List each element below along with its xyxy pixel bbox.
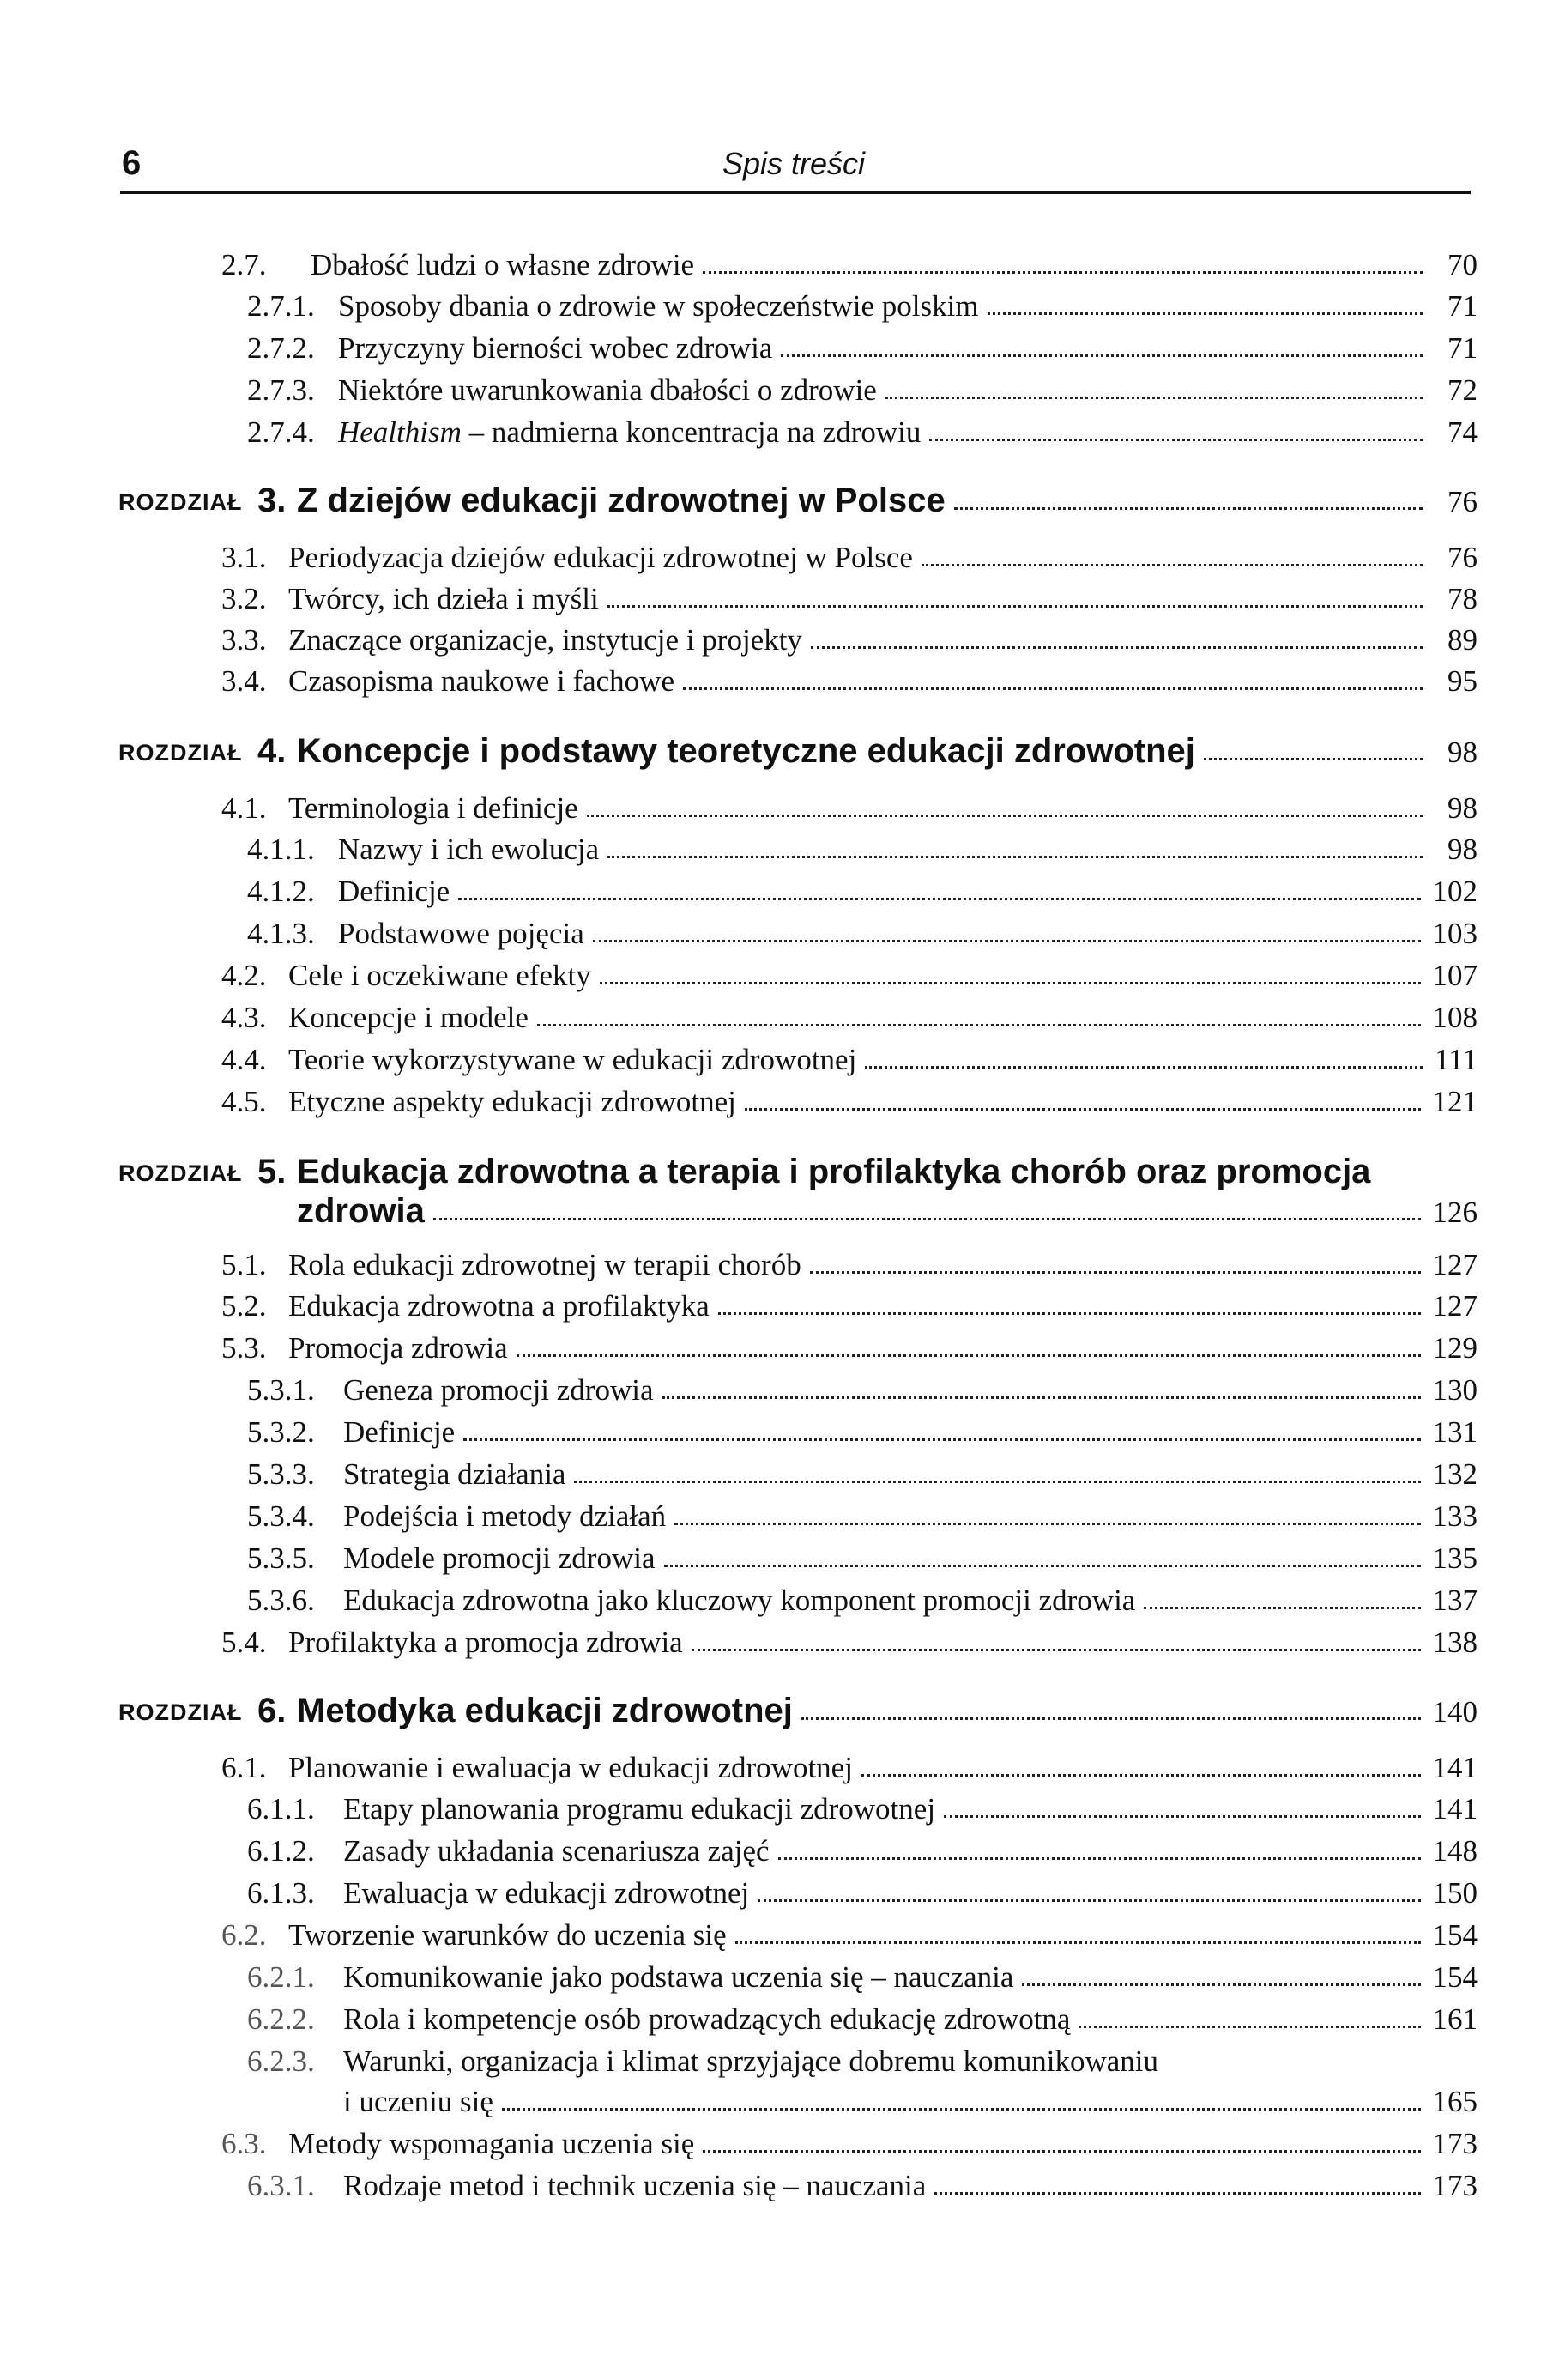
entry-number: 5.3.1. [247, 1373, 315, 1407]
running-title: Spis treści [722, 146, 866, 181]
entry-number: 4.5. [221, 1085, 267, 1118]
entry-title-line1: Warunki, organizacja i klimat sprzyjające dobremu komunikowaniu [343, 2044, 1158, 2078]
toc-entry [0, 580, 1541, 618]
entry-title: Strategia działania [343, 1457, 566, 1491]
chapter-page: 98 [1447, 736, 1478, 769]
entry-page: 173 [1432, 2169, 1478, 2202]
entry-title: Periodyzacja dziejów edukacji zdrowotnej w Polsce [288, 541, 913, 574]
dot-leader [781, 354, 1423, 357]
dot-leader [662, 1396, 1421, 1399]
entry-title: Przyczyny bierności wobec zdrowia [338, 331, 773, 365]
toc-entry [0, 1582, 1541, 1620]
entry-title: Geneza promocji zdrowia [343, 1373, 654, 1407]
toc-entry [0, 1874, 1541, 1912]
dot-leader [954, 507, 1423, 510]
entry-title: Profilaktyka a promocja zdrowia [288, 1626, 683, 1659]
entry-page: 130 [1432, 1373, 1478, 1407]
chapter-number: 5. [257, 1153, 287, 1190]
entry-number: 4.3. [221, 1001, 267, 1034]
entry-title: Czasopisma naukowe i fachowe [288, 664, 674, 698]
toc-entry [0, 831, 1541, 869]
chapter-label: ROZDZIAŁ [118, 1160, 243, 1186]
chapter-heading [0, 728, 1541, 774]
dot-leader [692, 1649, 1421, 1651]
dot-leader [745, 1108, 1421, 1111]
toc-entry [0, 1959, 1541, 1996]
entry-title: Komunikowanie jako podstawa uczenia się – nauczania [343, 1960, 1014, 1994]
toc-entry [0, 1749, 1541, 1787]
dot-leader [1022, 1983, 1420, 1986]
dot-leader [929, 439, 1423, 441]
entry-number: 5.3.2. [247, 1415, 315, 1449]
entry-number: 6.2. [221, 1918, 267, 1952]
toc-entry [0, 1246, 1541, 1284]
toc-entry [0, 1540, 1541, 1578]
chapter-heading-continued [0, 1188, 1541, 1234]
entry-page: 102 [1432, 875, 1478, 908]
entry-number: 5.3. [221, 1331, 267, 1365]
dot-leader [861, 1774, 1421, 1777]
dot-leader [944, 1815, 1420, 1818]
entry-page: 133 [1432, 1499, 1478, 1533]
entry-title: Rola edukacji zdrowotnej w terapii chorób [288, 1248, 801, 1281]
toc-entry [0, 1832, 1541, 1870]
dot-leader [458, 898, 1420, 900]
chapter-title: Metodyka edukacji zdrowotnej [297, 1692, 793, 1729]
dot-leader [607, 856, 1423, 858]
dot-leader [811, 646, 1423, 649]
dot-leader [674, 1523, 1420, 1525]
entry-number: 6.1.3. [247, 1876, 315, 1910]
toc-entry [0, 915, 1541, 953]
entry-page: 129 [1432, 1331, 1478, 1365]
entry-page: 74 [1447, 415, 1478, 449]
entry-page: 135 [1432, 1541, 1478, 1575]
entry-number: 4.1.1. [247, 833, 315, 866]
entry-number: 6.2.1. [247, 1960, 315, 1994]
entry-title: Metody wspomagania uczenia się [288, 2127, 695, 2160]
entry-page: 148 [1432, 1834, 1478, 1868]
entry-page: 127 [1432, 1289, 1478, 1323]
entry-page: 150 [1432, 1876, 1478, 1910]
chapter-label: ROZDZIAŁ [118, 740, 243, 766]
dot-leader [463, 1438, 1420, 1441]
entry-page: 165 [1432, 2085, 1478, 2118]
entry-page: 138 [1432, 1626, 1478, 1659]
dot-leader [574, 1481, 1420, 1483]
dot-leader [502, 2108, 1421, 2111]
dot-leader [1204, 758, 1423, 760]
toc-entry [0, 873, 1541, 911]
dot-leader [865, 1066, 1423, 1069]
dot-leader [801, 1717, 1421, 1720]
entry-title: Niektóre uwarunkowania dbałości o zdrowie [338, 373, 877, 407]
entry-page: 141 [1432, 1792, 1478, 1826]
entry-number: 4.4. [221, 1043, 267, 1076]
entry-number: 6.2.3. [247, 2044, 315, 2078]
entry-title: Definicje [343, 1415, 456, 1449]
entry-title: Promocja zdrowia [288, 1331, 508, 1365]
entry-page: 103 [1432, 917, 1478, 950]
dot-leader [810, 1271, 1421, 1274]
toc-entry [0, 1414, 1541, 1451]
entry-number: 5.3.4. [247, 1499, 315, 1533]
entry-number: 3.4. [221, 664, 267, 698]
entry-number: 4.1.2. [247, 875, 315, 908]
dot-leader [1144, 1607, 1420, 1609]
entry-title: Tworzenie warunków do uczenia się [288, 1918, 727, 1952]
entry-page: 98 [1447, 791, 1478, 825]
entry-page: 141 [1432, 1751, 1478, 1784]
entry-page: 108 [1432, 1001, 1478, 1034]
chapter-number: 4. [257, 732, 287, 770]
entry-title: Cele i oczekiwane efekty [288, 959, 591, 992]
chapter-page: 140 [1432, 1695, 1478, 1729]
entry-number: 3.2. [221, 582, 267, 615]
dot-leader [600, 982, 1421, 984]
toc-entry [0, 1498, 1541, 1535]
dot-leader [593, 940, 1421, 942]
entry-title: Definicje [338, 875, 450, 908]
entry-number: 6.1.1. [247, 1792, 315, 1826]
toc-entry [0, 1624, 1541, 1662]
dot-leader [735, 1941, 1421, 1944]
entry-number: 6.2.2. [247, 2002, 315, 2036]
dot-leader [922, 564, 1423, 566]
entry-title: Zasady układania scenariusza zajęć [343, 1834, 770, 1868]
toc-entry [0, 663, 1541, 700]
dot-leader [758, 1899, 1420, 1902]
entry-number: 3.3. [221, 623, 267, 657]
toc-entry [0, 539, 1541, 577]
chapter-page: 126 [1432, 1196, 1478, 1229]
entry-title: Edukacja zdrowotna jako kluczowy komponent promocji zdrowia [343, 1584, 1136, 1617]
entry-title-italic: Healthism [338, 415, 462, 449]
entry-page: 78 [1447, 582, 1478, 615]
entry-page: 70 [1447, 248, 1478, 282]
entry-number: 5.3.5. [247, 1541, 315, 1575]
entry-page: 76 [1447, 541, 1478, 574]
entry-title: Edukacja zdrowotna a profilaktyka [288, 1289, 710, 1323]
toc-entry [0, 1287, 1541, 1325]
toc-entry [0, 288, 1541, 325]
entry-title: Podejścia i metody działań [343, 1499, 667, 1533]
chapter-title: Koncepcje i podstawy teoretyczne edukacji zdrowotnej [297, 732, 1195, 770]
entry-page: 111 [1435, 1043, 1478, 1076]
entry-number: 2.7.2. [247, 331, 315, 365]
toc-entry [0, 414, 1541, 451]
entry-page: 71 [1447, 331, 1478, 365]
dot-leader [718, 1312, 1421, 1315]
dot-leader [433, 1218, 1421, 1220]
entry-title: Healthism – nadmierna koncentracja na zdrowiu [338, 415, 922, 449]
toc-entry [0, 2001, 1541, 2038]
chapter-title: zdrowia [297, 1192, 425, 1230]
dot-leader [885, 397, 1423, 399]
entry-title: Planowanie i ewaluacja w edukacji zdrowotnej [288, 1751, 853, 1784]
chapter-number: 6. [257, 1692, 287, 1729]
page-header [120, 144, 1467, 192]
entry-number: 6.1. [221, 1751, 267, 1784]
chapter-title-line1: Edukacja zdrowotna a terapia i profilaktyka chorób oraz promocja [297, 1153, 1371, 1190]
entry-number: 2.7.1. [247, 289, 315, 323]
toc-entry [0, 1041, 1541, 1079]
chapter-label: ROZDZIAŁ [118, 489, 243, 515]
dot-leader [683, 687, 1423, 690]
dot-leader [778, 1857, 1421, 1860]
entry-page: 132 [1432, 1457, 1478, 1491]
entry-number: 2.7.4. [247, 415, 315, 449]
toc-entry [0, 790, 1541, 827]
toc-entry [0, 1790, 1541, 1828]
entry-number: 4.2. [221, 959, 267, 992]
toc-entry [0, 957, 1541, 995]
entry-title: Sposoby dbania o zdrowie w społeczeństwie polskim [338, 289, 979, 323]
chapter-title: Z dziejów edukacji zdrowotnej w Polsce [297, 481, 946, 519]
entry-title: Koncepcje i modele [288, 1001, 529, 1034]
entry-page: 161 [1432, 2002, 1478, 2036]
chapter-heading [0, 477, 1541, 524]
toc-entry [0, 1917, 1541, 1954]
toc-entry [0, 1329, 1541, 1367]
entry-title: Dbałość ludzi o własne zdrowie [311, 248, 695, 282]
toc-entry [0, 2167, 1541, 2205]
entry-title: Etapy planowania programu edukacji zdrowotnej [343, 1792, 936, 1826]
dot-leader [988, 312, 1423, 315]
dot-leader [703, 271, 1423, 274]
toc-entry [0, 2043, 1541, 2080]
entry-number: 5.2. [221, 1289, 267, 1323]
entry-title: Teorie wykorzystywane w edukacji zdrowotnej [288, 1043, 857, 1076]
dot-leader [703, 2150, 1420, 2153]
toc-entry [0, 621, 1541, 659]
dot-leader [537, 1024, 1421, 1026]
entry-title: Nazwy i ich ewolucja [338, 833, 600, 866]
entry-page: 72 [1447, 373, 1478, 407]
toc-entry [0, 999, 1541, 1037]
toc-entry [0, 1372, 1541, 1409]
entry-number: 5.1. [221, 1248, 267, 1281]
entry-number: 6.1.2. [247, 1834, 315, 1868]
dot-leader [934, 2192, 1420, 2195]
entry-title: Terminologia i definicje [288, 791, 578, 825]
entry-page: 98 [1447, 833, 1478, 866]
dot-leader [517, 1354, 1421, 1357]
entry-title: Podstawowe pojęcia [338, 917, 584, 950]
entry-title: Twórcy, ich dzieła i myśli [288, 582, 599, 615]
entry-title: i uczeniu się [343, 2085, 493, 2118]
entry-page: 121 [1432, 1085, 1478, 1118]
entry-number: 5.4. [221, 1626, 267, 1659]
entry-title: Znaczące organizacje, instytucje i projekty [288, 623, 802, 657]
entry-number: 4.1. [221, 791, 267, 825]
toc-entry [0, 246, 1541, 284]
entry-title: Etyczne aspekty edukacji zdrowotnej [288, 1085, 736, 1118]
entry-page: 154 [1432, 1960, 1478, 1994]
entry-title: Rola i kompetencje osób prowadzących edukację zdrowotną [343, 2002, 1071, 2036]
header-rule [120, 191, 1471, 194]
toc-entry [0, 1083, 1541, 1121]
toc-entry [0, 330, 1541, 367]
entry-number: 2.7.3. [247, 373, 315, 407]
entry-number: 5.3.6. [247, 1584, 315, 1617]
entry-page: 95 [1447, 664, 1478, 698]
page-number: 6 [122, 144, 142, 182]
toc-entry [0, 1456, 1541, 1493]
entry-title: Ewaluacja w edukacji zdrowotnej [343, 1876, 750, 1910]
dot-leader [587, 815, 1423, 817]
chapter-heading [0, 1687, 1541, 1734]
entry-page: 173 [1432, 2127, 1478, 2160]
toc-entry [0, 2125, 1541, 2163]
entry-number: 5.3.3. [247, 1457, 315, 1491]
entry-page: 137 [1432, 1584, 1478, 1617]
entry-title: Modele promocji zdrowia [343, 1541, 656, 1575]
entry-number: 6.3. [221, 2127, 267, 2160]
entry-page: 89 [1447, 623, 1478, 657]
entry-page: 107 [1432, 959, 1478, 992]
entry-page: 154 [1432, 1918, 1478, 1952]
entry-page: 127 [1432, 1248, 1478, 1281]
dot-leader [664, 1565, 1421, 1567]
toc-entry-continued [0, 2083, 1541, 2121]
entry-number: 6.3.1. [247, 2169, 315, 2202]
entry-title: Rodzaje metod i technik uczenia się – nauczania [343, 2169, 927, 2202]
entry-number: 3.1. [221, 541, 267, 574]
entry-page: 131 [1432, 1415, 1478, 1449]
dot-leader [607, 605, 1423, 608]
entry-number: 2.7. [221, 248, 267, 282]
chapter-label: ROZDZIAŁ [118, 1699, 243, 1725]
entry-page: 71 [1447, 289, 1478, 323]
chapter-number: 3. [257, 481, 287, 519]
toc-entry [0, 372, 1541, 409]
chapter-page: 76 [1447, 485, 1478, 518]
dot-leader [1079, 2026, 1420, 2028]
entry-number: 4.1.3. [247, 917, 315, 950]
